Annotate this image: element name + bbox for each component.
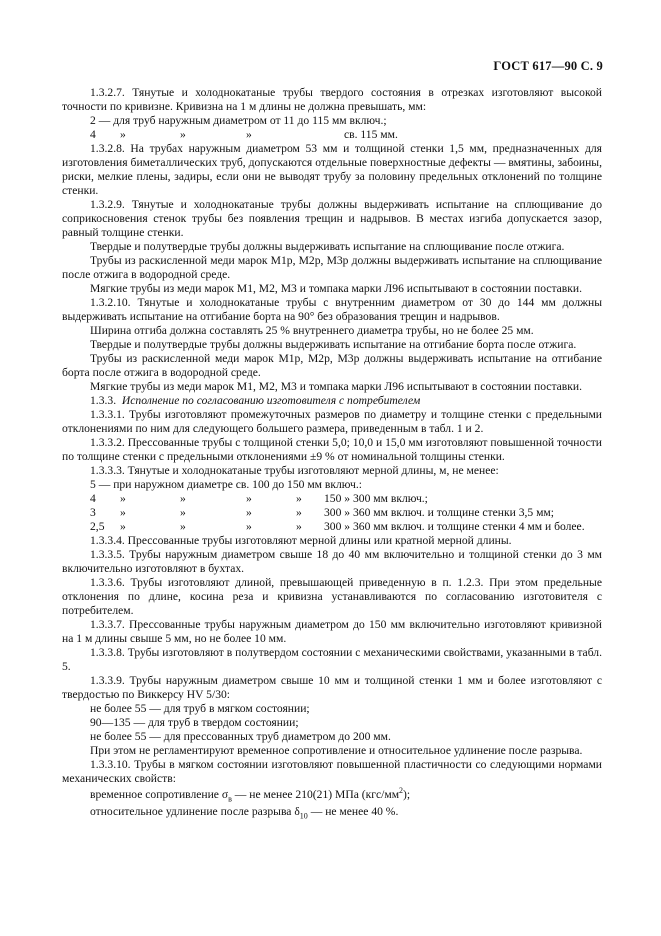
paragraph-1-3-3-2: 1.3.3.2. Прессованные трубы с толщиной стенки 5,0; 10,0 и 15,0 мм изготовляют повышенной точности по толщине стенки с предельными отклонениями ±9 % от номинальной толщины стенки. xyxy=(62,436,602,463)
paragraph-1-3-2-8: 1.3.2.8. На трубах наружным диаметром 53 мм и толщиной стенки 1,5 мм, предназначенных для изготовления биметаллических труб, допускаются отдельные поверхностные дефекты — вмятины, забоины, риски, мелкие плены, задиры, если они не выводят трубу за половину предельных отклонений по толщине стенки. xyxy=(62,142,602,197)
curvature-line-1: 2 — для труб наружным диаметром от 11 до 115 мм включ.; xyxy=(90,114,387,127)
hardness-line-3: не более 55 — для прессованных труб диаметром до 200 мм. xyxy=(90,730,391,743)
length-line-1: 4 » » » » 150 » 300 мм включ.; xyxy=(90,492,428,505)
paragraph-soft-flange: Мягкие трубы из меди марок М1, М2, М3 и томпака марки Л96 испытывают в состоянии поставки. xyxy=(90,380,583,393)
paragraph-1-3-2-9: 1.3.2.9. Тянутые и холоднокатаные трубы должны выдерживать испытание на сплющивание до соприкосновения стенок трубы без появления трещин и надрывов. В местах изгиба допускается зазор, равный толщине стенки. xyxy=(62,198,602,239)
page-header: ГОСТ 617—90 С. 9 xyxy=(493,59,603,73)
property-elongation: относительное удлинение после разрыва $\delta_{10}$ — не менее 40 %. xyxy=(90,805,399,821)
document-body xyxy=(62,86,602,819)
paragraph-1-3-3-10: 1.3.3.10. Трубы в мягком состоянии изготовляют повышенной пластичности со следующими нормами механических свойств: xyxy=(62,758,602,785)
paragraph-flange-width: Ширина отгиба должна составлять 25 % внутреннего диаметра трубы, но не более 25 мм. xyxy=(90,324,534,337)
paragraph-1-3-3-6: 1.3.3.6. Трубы изготовляют длиной, превышающей приведенную в п. 1.2.3. При этом предельные отклонения по длине, косина реза и кривизна устанавливаются по согласованию изготовителя с потребителем. xyxy=(62,576,602,617)
paragraph-1-3-3-1: 1.3.3.1. Трубы изготовляют промежуточных размеров по диаметру и толщине стенки с предельными отклонениями по ним для следующего большего размера, приведенным в табл. 1 и 2. xyxy=(62,408,602,435)
paragraph-soft-flattening: Мягкие трубы из меди марок М1, М2, М3 и томпака марки Л96 испытывают в состоянии поставки. xyxy=(90,282,583,295)
paragraph-1-3-3-7: 1.3.3.7. Прессованные трубы наружным диаметром до 150 мм включительно изготовляют кривизной на 1 м длины свыше 5 мм, но не более 10 мм. xyxy=(62,618,602,645)
paragraph-1-3-2-10: 1.3.2.10. Тянутые и холоднокатаные трубы с внутренним диаметром от 30 до 144 мм должны выдерживать испытание на отгибание борта на 90° без образования трещин и надрывов. xyxy=(62,296,602,323)
paragraph-1-3-2-7: 1.3.2.7. Тянутые и холоднокатаные трубы твердого состояния в отрезках изготовляют высокой точности по кривизне. Кривизна на 1 м длины не должна превышать, мм: xyxy=(62,86,602,113)
paragraph-1-3-3-3: 1.3.3.3. Тянутые и холоднокатаные трубы изготовляют мерной длины, м, не менее: xyxy=(90,464,499,477)
paragraph-1-3-3-4: 1.3.3.4. Прессованные трубы изготовляют мерной длины или кратной мерной длины. xyxy=(90,534,512,547)
hardness-line-1: не более 55 — для труб в мягком состоянии; xyxy=(90,702,310,715)
paragraph-not-regulated: При этом не регламентируют временное сопротивление и относительное удлинение после разрыва. xyxy=(90,744,583,757)
paragraph-1-3-3-8: 1.3.3.8. Трубы изготовляют в полутвердом состоянии с механическими свойствами, указанными в табл. 5. xyxy=(62,646,602,673)
length-line-0: 5 — при наружном диаметре св. 100 до 150 мм включ.: xyxy=(90,478,362,491)
length-line-2: 3 » » » » 300 » 360 мм включ. и толщине стенки 3,5 мм; xyxy=(90,506,554,519)
paragraph-1-3-3-9: 1.3.3.9. Трубы наружным диаметром свыше 10 мм и толщиной стенки 1 мм и более изготовляют с твердостью по Виккерсу HV 5/30: xyxy=(62,674,602,701)
paragraph-deoxidized-flattening: Трубы из раскисленной меди марок М1р, М2р, М3р должны выдерживать испытание на сплющивание после отжига в водородной среде. xyxy=(62,254,602,281)
paragraph-1-3-3-5: 1.3.3.5. Трубы наружным диаметром свыше 18 до 40 мм включительно и толщиной стенки до 3 мм включительно изготовляют в бухтах. xyxy=(62,548,602,575)
paragraph-hard-flange: Твердые и полутвердые трубы должны выдерживать испытание на отгибание борта после отжига. xyxy=(90,338,577,351)
property-tensile-strength: временное сопротивление $\sigma_в$ — не менее 210(21) МПа $(кгс/мм^2)$; xyxy=(90,786,411,804)
section-title: Исполнение по согласованию изготовителя с потребителем xyxy=(121,394,421,407)
paragraph-deoxidized-flange: Трубы из раскисленной меди марок М1р, М2р, М3р должны выдерживать испытание на отгибание борта после отжига в водородной среде. xyxy=(62,352,602,379)
hardness-line-2: 90—135 — для труб в твердом состоянии; xyxy=(90,716,299,729)
curvature-line-2: 4 » » » св. 115 мм. xyxy=(90,128,398,141)
paragraph-hard-flattening: Твердые и полутвердые трубы должны выдерживать испытание на сплющивание после отжига. xyxy=(90,240,565,253)
section-heading-1-3-3: 1.3.3. Исполнение по согласованию изготовителя с потребителем xyxy=(90,394,421,407)
length-line-3: 2,5 » » » » 300 » 360 мм включ. и толщине стенки 4 мм и более. xyxy=(90,520,585,533)
